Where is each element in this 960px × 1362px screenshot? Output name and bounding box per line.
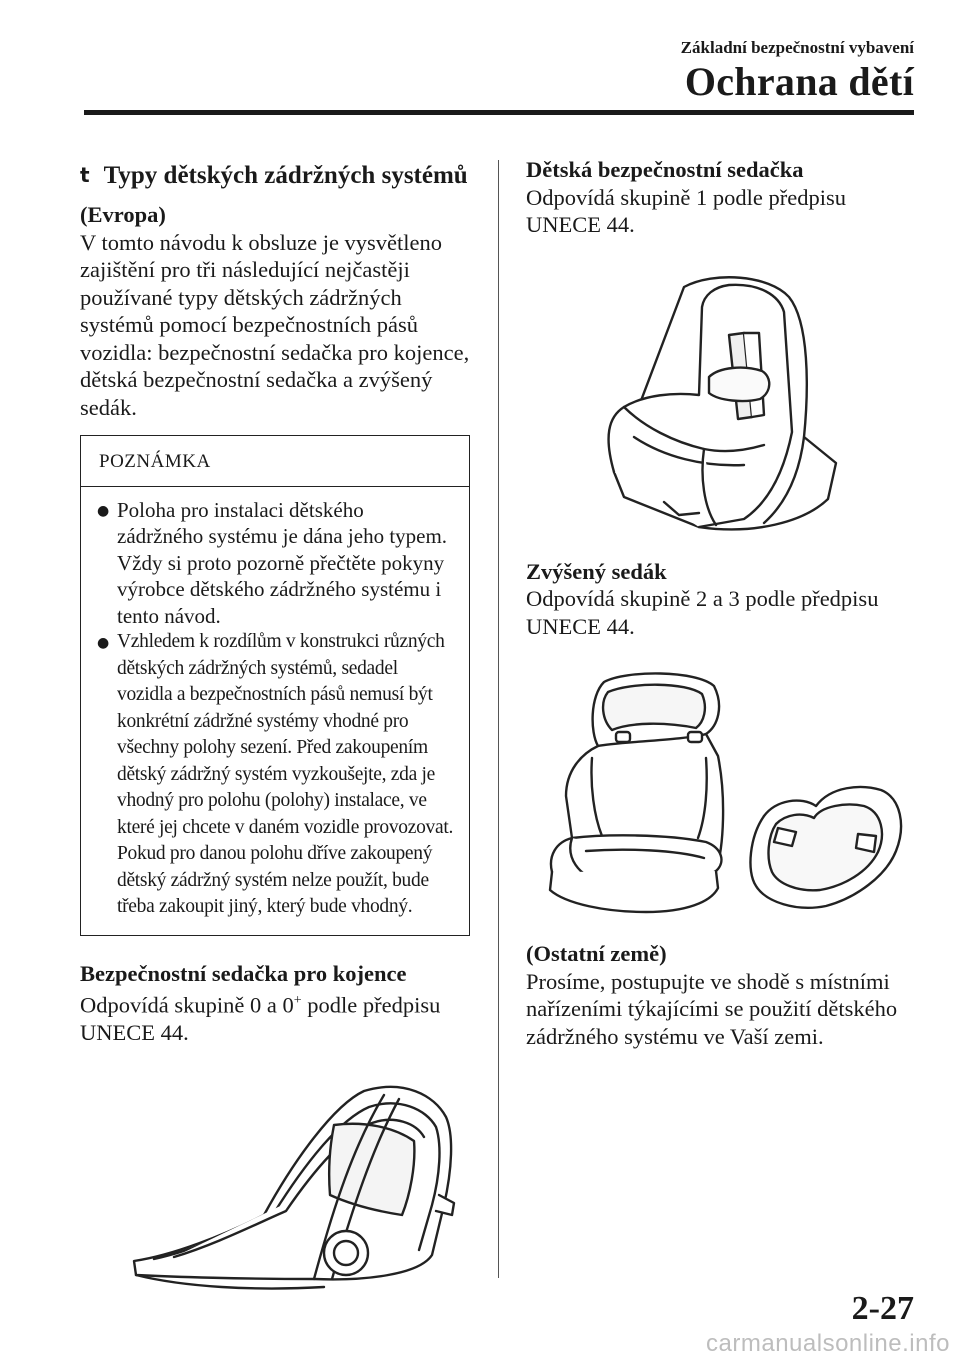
right-column [526, 156, 926, 1050]
child-seat-text: Odpovídá skupině 1 podle předpisu UNECE 44. [526, 184, 846, 237]
infant-seat-text [80, 987, 480, 1047]
child-seat-illustration [604, 267, 844, 542]
note-body [81, 487, 469, 935]
section-heading [80, 160, 480, 191]
column-divider [498, 160, 499, 1278]
intro-paragraph: V tomto návodu k obsluze je vysvětleno zajištění pro tři následující nejčastěji používané typy dětských zádržných systémů pomocí bezpečnostních pásů vozidla: bezpečnostní sedačka pro kojence, dětská bezpečnostní sedačka a zvýšený sedák. [80, 229, 470, 420]
child-seat-title: Dětská bezpečnostní sedačka [526, 157, 804, 182]
other-countries-text: Prosíme, postupujte ve shodě s místními nařízeními týkajícími se použití dětského zádržného systému ve Vaší zemi. [526, 968, 898, 1049]
bullet-dot-icon: ● [97, 502, 110, 519]
region-label: (Evropa) [80, 202, 166, 227]
left-column [80, 160, 480, 1295]
booster-seat-illustration [546, 666, 916, 926]
section-bullet-icon: t [80, 163, 90, 187]
infant-seat-title: Bezpečnostní sedačka pro kojence [80, 960, 407, 986]
page-number: 2-27 [851, 1290, 914, 1327]
chapter-subtitle: Základní bezpečnostní vybavení [680, 38, 914, 57]
infant-text-a: Odpovídá skupině 0 a 0 [80, 992, 294, 1018]
bullet-dot-icon: ● [97, 635, 110, 651]
note-item-text: Vzhledem k rozdílům v konstrukci různých dětských zádržných systémů, sedadel vozidla a bezpečnostních pásů nemusí být konkrétní zádržné systémy vhodné pro všechny polohy sezení. Před zakoupením dětský zádržný systém vyzkoušejte, zda je vhodný pro polohu (polohy) instalace, ve které jej chcete v daném vozidle provozovat. Pokud pro danou polohu dříve zakoupený dětský zádržný systém nelze použít, bude třeba zakoupit jiný, který bude vhodný. [117, 631, 454, 917]
note-item-text: Poloha pro instalaci dětského zádržného systému je dána jeho typem. Vždy si proto pozorně přečtěte pokyny výrobce dětského zádržného systému i tento návod. [117, 497, 448, 628]
booster-text: Odpovídá skupině 2 a 3 podle předpisu UNECE 44. [526, 586, 879, 639]
other-countries-title: (Ostatní země) [526, 941, 667, 966]
note-item [97, 497, 455, 630]
note-box [80, 435, 470, 936]
booster-title: Zvýšený sedák [526, 558, 667, 584]
infant-text-b: podle předpisu UNECE 44. [80, 992, 441, 1045]
watermark: carmanualsonline.info [706, 1330, 950, 1357]
infant-carrier-illustration [114, 1065, 474, 1295]
note-title: POZNÁMKA [81, 436, 469, 487]
note-item [97, 629, 455, 921]
infant-sup: + [293, 993, 302, 1008]
chapter-title: Ochrana dětí [684, 59, 914, 104]
section-title: Typy dětských zádržných systémů [103, 162, 468, 189]
header-rule [84, 110, 914, 115]
